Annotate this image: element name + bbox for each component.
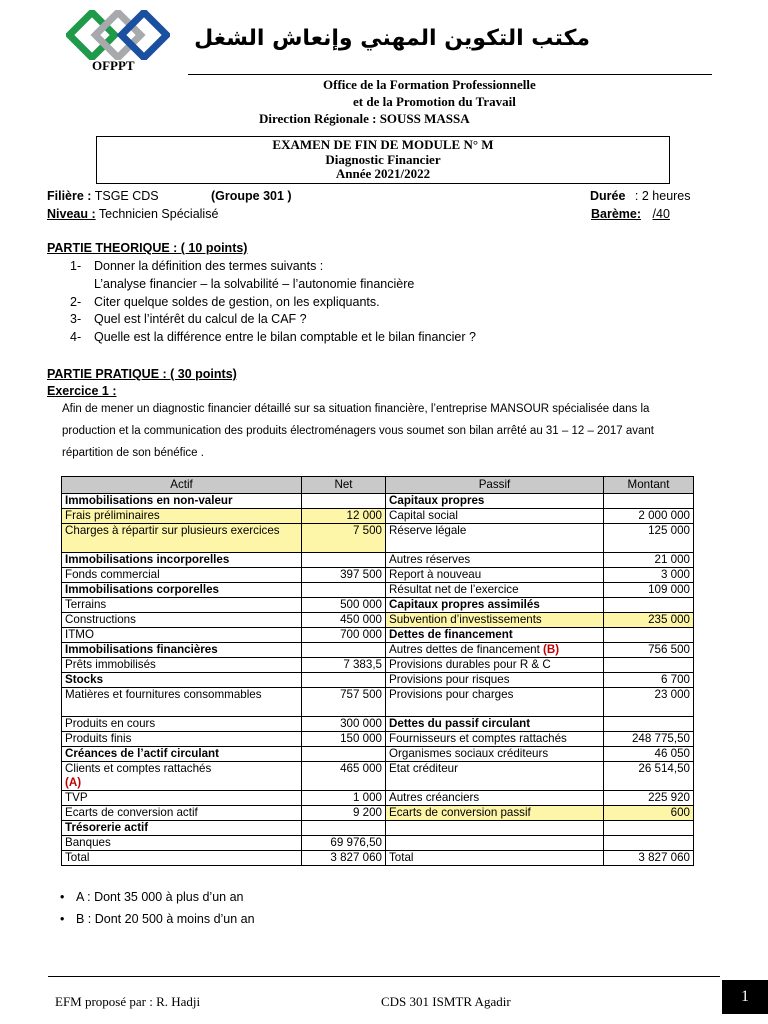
montant-cell: 109 000	[604, 583, 694, 598]
bareme-label: Barème:	[591, 207, 642, 221]
actif-cell: Matières et fournitures consommables	[62, 688, 302, 717]
question-number: 3-	[70, 312, 82, 326]
bullet-icon: •	[60, 912, 65, 926]
actif-cell: Immobilisations corporelles	[62, 583, 302, 598]
net-cell: 397 500	[302, 568, 386, 583]
actif-cell: Créances de l’actif circulant	[62, 747, 302, 762]
actif-cell: Immobilisations en non-valeur	[62, 494, 302, 509]
passif-cell	[386, 836, 604, 851]
net-cell: 465 000	[302, 762, 386, 791]
duree-row	[590, 188, 691, 204]
col-header-montant: Montant	[604, 477, 694, 494]
net-cell: 450 000	[302, 613, 386, 628]
theory-question-1-sub: L’analyse financier – la solvabilité – l’autonomie financière	[94, 277, 415, 291]
theory-question-1	[70, 258, 323, 276]
mark-b: (B)	[543, 643, 560, 656]
office-line-2: et de la Promotion du Travail	[353, 94, 516, 109]
montant-cell: 125 000	[604, 524, 694, 553]
montant-cell	[604, 628, 694, 643]
practice-title: PARTIE PRATIQUE : ( 30 points)	[47, 367, 237, 381]
exam-title-box	[96, 136, 670, 184]
passif-cell	[386, 821, 604, 836]
montant-cell	[604, 598, 694, 613]
montant-cell: 21 000	[604, 553, 694, 568]
passif-cell: Etat créditeur	[386, 762, 604, 791]
table-row	[62, 791, 694, 806]
ofppt-logo-icon	[66, 10, 170, 60]
arabic-title: مكتب التكوين المهني وإنعاش الشغل	[194, 26, 590, 51]
footer-divider	[48, 976, 720, 977]
net-cell: 7 500	[302, 524, 386, 553]
montant-cell: 23 000	[604, 688, 694, 717]
table-row	[62, 628, 694, 643]
actif-cell	[62, 762, 302, 791]
duree-value: : 2 heures	[634, 189, 691, 203]
net-cell	[302, 553, 386, 568]
exam-year: Année 2021/2022	[335, 166, 431, 181]
passif-cell: Résultat net de l’exercice	[386, 583, 604, 598]
table-row	[62, 762, 694, 791]
passif-cell: Capitaux propres	[386, 494, 604, 509]
actif-total-label: Total	[62, 851, 302, 866]
question-number: 4-	[70, 330, 82, 344]
actif-cell: Banques	[62, 836, 302, 851]
col-header-actif: Actif	[62, 477, 302, 494]
net-cell	[302, 673, 386, 688]
passif-cell	[386, 643, 604, 658]
table-row	[62, 509, 694, 524]
montant-cell: 756 500	[604, 643, 694, 658]
note-a	[60, 886, 244, 908]
passif-cell: Provisions pour risques	[386, 673, 604, 688]
exercise-title: Exercice 1 :	[47, 384, 117, 398]
montant-cell: 235 000	[604, 613, 694, 628]
passif-cell: Autres réserves	[386, 553, 604, 568]
montant-cell: 600	[604, 806, 694, 821]
question-number: 1-	[70, 259, 82, 273]
theory-question-3	[70, 311, 307, 329]
montant-cell	[604, 494, 694, 509]
table-row	[62, 732, 694, 747]
table-row	[62, 747, 694, 762]
ofppt-logo	[66, 10, 170, 76]
montant-cell: 248 775,50	[604, 732, 694, 747]
footer-author: EFM proposé par : R. Hadji	[55, 994, 201, 1009]
passif-cell: Provisions durables pour R & C	[386, 658, 604, 673]
actif-cell: Terrains	[62, 598, 302, 613]
header-divider	[188, 74, 712, 75]
note-a-text: A : Dont 35 000 à plus d’un an	[76, 890, 244, 904]
question-text: Citer quelque soldes de gestion, on les expliquants.	[94, 295, 380, 309]
net-cell: 757 500	[302, 688, 386, 717]
table-row	[62, 688, 694, 717]
note-b	[60, 908, 255, 930]
bullet-icon: •	[60, 890, 65, 904]
table-row	[62, 583, 694, 598]
actif-cell: Prêts immobilisés	[62, 658, 302, 673]
office-line-1: Office de la Formation Professionnelle	[323, 77, 536, 92]
net-cell: 500 000	[302, 598, 386, 613]
actif-cell: Produits en cours	[62, 717, 302, 732]
col-header-net: Net	[302, 477, 386, 494]
passif-cell: Autres créanciers	[386, 791, 604, 806]
table-row	[62, 553, 694, 568]
montant-cell	[604, 717, 694, 732]
niveau-row	[47, 206, 218, 222]
filiere-value: TSGE CDS	[94, 189, 159, 203]
actif-cell: Produits finis	[62, 732, 302, 747]
net-cell: 1 000	[302, 791, 386, 806]
net-cell: 700 000	[302, 628, 386, 643]
actif-cell: Stocks	[62, 673, 302, 688]
table-row	[62, 568, 694, 583]
bareme-value: /40	[652, 207, 670, 221]
net-cell: 7 383,5	[302, 658, 386, 673]
theory-question-2	[70, 294, 380, 312]
question-text: Quel est l’intérêt du calcul de la CAF ?	[94, 312, 307, 326]
actif-cell: Fonds commercial	[62, 568, 302, 583]
intro-line-3: répartition de son bénéfice .	[62, 447, 204, 459]
net-cell: 300 000	[302, 717, 386, 732]
passif-cell: Report à nouveau	[386, 568, 604, 583]
table-row	[62, 598, 694, 613]
net-cell: 69 976,50	[302, 836, 386, 851]
logo-text: OFPPT	[92, 58, 135, 73]
exercise-intro	[62, 398, 712, 464]
niveau-value: Technicien Spécialisé	[98, 207, 219, 221]
net-cell: 150 000	[302, 732, 386, 747]
net-cell	[302, 643, 386, 658]
theory-question-4	[70, 329, 476, 347]
question-text: Quelle est la différence entre le bilan comptable et le bilan financier ?	[94, 330, 476, 344]
table-row	[62, 836, 694, 851]
niveau-label: Niveau :	[47, 207, 96, 221]
actif-cell: Charges à répartir sur plusieurs exercices	[62, 524, 302, 553]
actif-cell: Immobilisations incorporelles	[62, 553, 302, 568]
footer-center: CDS 301 ISMTR Agadir	[381, 994, 511, 1009]
table-row	[62, 717, 694, 732]
passif-cell: Ecarts de conversion passif	[386, 806, 604, 821]
montant-cell: 225 920	[604, 791, 694, 806]
net-cell	[302, 821, 386, 836]
montant-cell: 2 000 000	[604, 509, 694, 524]
montant-cell	[604, 658, 694, 673]
mark-a: (A)	[65, 776, 82, 789]
actif-cell: Frais préliminaires	[62, 509, 302, 524]
module-name: Diagnostic Financier	[325, 151, 441, 167]
direction-regionale: Direction Régionale : SOUSS MASSA	[259, 111, 470, 126]
table-row	[62, 524, 694, 553]
montant-cell: 26 514,50	[604, 762, 694, 791]
table-total-row	[62, 851, 694, 866]
passif-total-value: 3 827 060	[604, 851, 694, 866]
filiere-row	[47, 188, 159, 204]
groupe: (Groupe 301 )	[211, 189, 292, 203]
balance-sheet-table	[61, 476, 694, 866]
intro-line-1: Afin de mener un diagnostic financier détaillé sur sa situation financière, l’entreprise MANSOUR spécialisée dans la	[62, 403, 650, 415]
actif-text: Clients et comptes rattachés	[65, 762, 212, 775]
actif-total-value: 3 827 060	[302, 851, 386, 866]
bareme-row	[591, 206, 670, 222]
passif-cell: Fournisseurs et comptes rattachés	[386, 732, 604, 747]
actif-cell: Trésorerie actif	[62, 821, 302, 836]
table-header-row	[62, 477, 694, 494]
actif-cell: Ecarts de conversion actif	[62, 806, 302, 821]
col-header-passif: Passif	[386, 477, 604, 494]
passif-cell: Provisions pour charges	[386, 688, 604, 717]
passif-cell: Organismes sociaux créditeurs	[386, 747, 604, 762]
table-row	[62, 643, 694, 658]
theory-title: PARTIE THEORIQUE : ( 10 points)	[47, 241, 248, 255]
note-b-text: B : Dont 20 500 à moins d’un an	[76, 912, 255, 926]
net-cell	[302, 583, 386, 598]
table-row	[62, 821, 694, 836]
montant-cell: 3 000	[604, 568, 694, 583]
montant-cell	[604, 821, 694, 836]
question-number: 2-	[70, 295, 82, 309]
passif-cell: Subvention d’investissements	[386, 613, 604, 628]
table-row	[62, 494, 694, 509]
actif-cell: Constructions	[62, 613, 302, 628]
question-text: Donner la définition des termes suivants :	[94, 259, 324, 273]
net-cell	[302, 494, 386, 509]
montant-cell: 6 700	[604, 673, 694, 688]
table-row	[62, 658, 694, 673]
passif-cell: Capitaux propres assimilés	[386, 598, 604, 613]
table-row	[62, 806, 694, 821]
passif-cell: Dettes de financement	[386, 628, 604, 643]
actif-cell: TVP	[62, 791, 302, 806]
passif-cell: Dettes du passif circulant	[386, 717, 604, 732]
passif-total-label: Total	[386, 851, 604, 866]
net-cell: 9 200	[302, 806, 386, 821]
exam-title: EXAMEN DE FIN DE MODULE N° M	[272, 137, 494, 152]
actif-cell: ITMO	[62, 628, 302, 643]
table-row	[62, 613, 694, 628]
actif-cell: Immobilisations financières	[62, 643, 302, 658]
passif-text: Autres dettes de financement	[389, 643, 540, 656]
montant-cell	[604, 836, 694, 851]
passif-cell: Réserve légale	[386, 524, 604, 553]
intro-line-2: production et la communication des produits électroménagers vous soumet son bilan arrêté au 31 – 12 – 2017 avant	[62, 425, 654, 437]
table-row	[62, 673, 694, 688]
net-cell	[302, 747, 386, 762]
passif-cell: Capital social	[386, 509, 604, 524]
filiere-label: Filière :	[47, 189, 92, 203]
montant-cell: 46 050	[604, 747, 694, 762]
net-cell: 12 000	[302, 509, 386, 524]
page-number: 1	[722, 980, 768, 1014]
duree-label: Durée	[590, 189, 626, 203]
